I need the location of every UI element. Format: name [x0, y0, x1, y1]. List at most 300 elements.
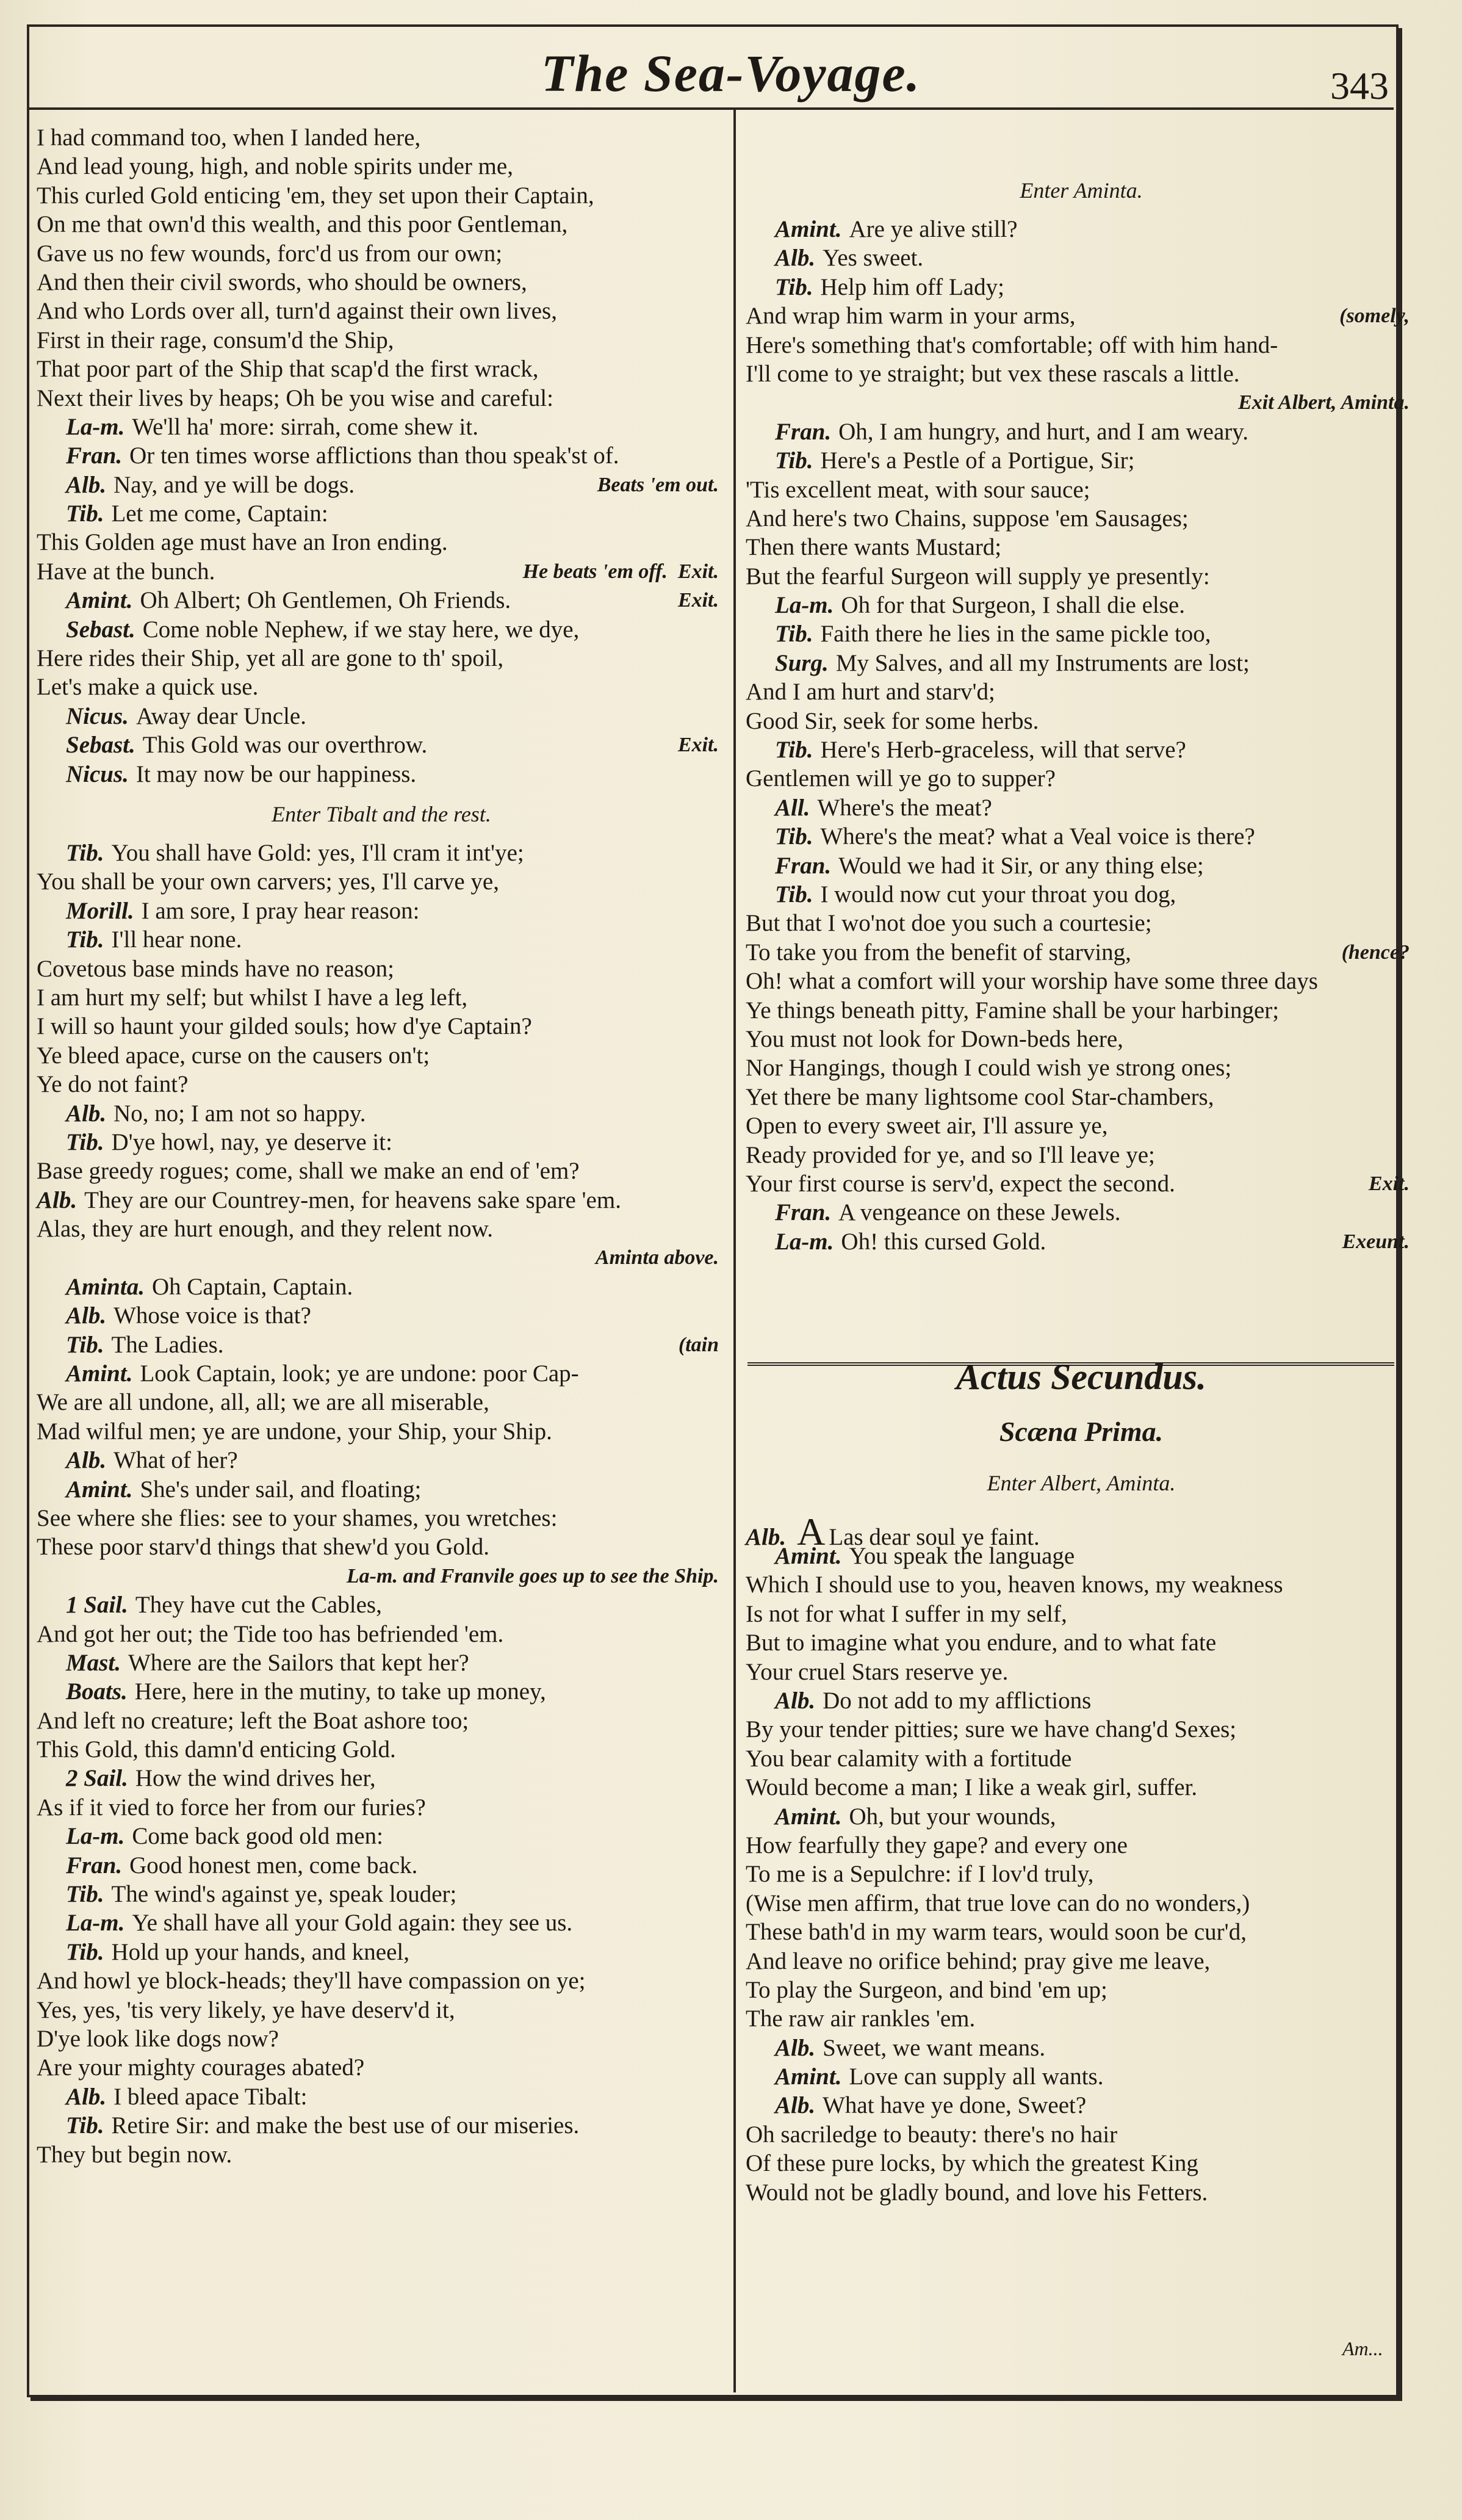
speaker: All.	[775, 794, 810, 821]
line-text: Ready provided for ye, and so I'll leave ye;	[746, 1141, 1155, 1168]
line-text: This Gold was our overthrow.	[142, 732, 428, 759]
text-line	[37, 152, 726, 181]
line-text: The Ladies.	[111, 1331, 224, 1358]
speaker: Fran.	[775, 418, 832, 445]
line-text: Oh, but your wounds,	[849, 1803, 1056, 1830]
act-spacer	[746, 1256, 1417, 1348]
text-line	[746, 1111, 1417, 1140]
speaker: Tib.	[66, 500, 104, 527]
line-text: Then there wants Mustard;	[746, 534, 1002, 561]
line-text: Oh Albert; Oh Gentlemen, Oh Friends.	[140, 587, 511, 614]
line-text: You shall be your own carvers; yes, I'll carve ye,	[37, 868, 499, 895]
text-line	[746, 591, 1417, 619]
line-text: Here, here in the mutiny, to take up money,	[134, 1678, 546, 1705]
line-text: To play the Surgeon, and bind 'em up;	[746, 1976, 1107, 2003]
line-text: Have at the bunch.	[37, 558, 215, 585]
line-text: Mad wilful men; ye are undone, your Ship, your Ship.	[37, 1418, 552, 1445]
text-line	[37, 1012, 726, 1041]
text-line	[37, 955, 726, 983]
speaker: Tib.	[775, 737, 813, 764]
line-text: How fearfully they gape? and every one	[746, 1832, 1128, 1858]
text-line	[37, 1475, 726, 1504]
speaker: Tib.	[66, 926, 104, 953]
speaker: Tib.	[775, 881, 813, 908]
act-lines	[746, 1542, 1417, 2207]
speaker: Tib.	[775, 621, 813, 648]
text-line	[37, 2140, 726, 2169]
text-line	[746, 388, 1417, 417]
line-text: On me that own'd this wealth, and this poor Gentleman,	[37, 211, 568, 238]
text-line	[37, 1938, 726, 1966]
text-line	[746, 331, 1417, 359]
line-text: Ye things beneath pitty, Famine shall be your harbinger;	[746, 997, 1280, 1024]
text-line	[37, 615, 726, 644]
line-text: As if it vied to force her from our furies?	[37, 1794, 426, 1821]
text-line	[746, 1918, 1417, 1946]
text-line	[37, 1273, 726, 1301]
line-text: And leave no orifice behind; pray give me leave,	[746, 1948, 1211, 1974]
line-text: Would not be gladly bound, and love his Fetters.	[746, 2179, 1208, 2206]
text-line	[37, 268, 726, 297]
stage-direction-entry	[746, 1465, 1417, 1501]
text-line	[37, 586, 726, 615]
line-text: I had command too, when I landed here,	[37, 125, 421, 151]
line-text: How the wind drives her,	[135, 1765, 376, 1792]
line-text: Gave us no few wounds, forc'd us from our own;	[37, 240, 503, 267]
line-text: My Salves, and all my Instruments are lost;	[835, 649, 1250, 676]
line-text: Yet there be many lightsome cool Star-chambers,	[746, 1083, 1214, 1110]
text-line	[746, 1025, 1417, 1053]
stage-direction-heading: Enter Tibalt and the rest.	[272, 801, 491, 826]
line-text: Your first course is serv'd, expect the second.	[746, 1170, 1175, 1197]
header-rule	[27, 107, 1394, 110]
text-line	[37, 673, 726, 701]
line-text: Base greedy rogues; come, shall we make an end of 'em?	[37, 1158, 580, 1185]
text-line	[37, 731, 726, 759]
line-text: Faith there he lies in the same pickle too,	[820, 621, 1211, 648]
text-line	[746, 677, 1417, 706]
stage-direction-heading: Enter Aminta.	[1020, 178, 1143, 203]
text-line	[746, 1773, 1417, 1802]
text-line	[746, 1860, 1417, 1888]
speaker: Nicus.	[66, 702, 129, 729]
text-line	[746, 359, 1417, 388]
text-line	[37, 1677, 726, 1706]
line-text: Come back good old men:	[132, 1823, 384, 1850]
text-line	[37, 2053, 726, 2082]
text-line	[37, 1243, 726, 1272]
text-line	[746, 2062, 1417, 2091]
line-text: They have cut the Cables,	[135, 1592, 382, 1619]
text-line	[746, 2120, 1417, 2149]
speaker: Alb.	[775, 1688, 816, 1714]
catchword: Am...	[1342, 2338, 1383, 2359]
line-text: The wind's against ye, speak louder;	[111, 1881, 457, 1908]
text-line	[746, 1600, 1417, 1628]
speaker: Tib.	[66, 839, 104, 866]
line-text: And got her out; the Tide too has befriended 'em.	[37, 1620, 504, 1647]
speaker: La-m.	[775, 592, 834, 619]
speaker: 1 Sail.	[66, 1592, 128, 1619]
text-line	[746, 1053, 1417, 1082]
speaker: Aminta.	[66, 1273, 145, 1300]
line-text: Alas, they are hurt enough, and they relent now.	[37, 1216, 493, 1243]
line-text: And then their civil swords, who should be owners,	[37, 269, 527, 295]
speaker: Amint.	[66, 1360, 133, 1387]
line-text: Let's make a quick use.	[37, 674, 259, 701]
text-line	[37, 1504, 726, 1533]
text-line	[746, 301, 1417, 330]
line-text: I am hurt my self; but whilst I have a leg left,	[37, 984, 468, 1011]
line-text: These poor starv'd things that shew'd you Gold.	[37, 1534, 489, 1561]
text-line	[746, 851, 1417, 880]
speaker: Amint.	[775, 1543, 842, 1570]
line-text: What have ye done, Sweet?	[823, 2092, 1087, 2119]
text-line	[37, 441, 726, 470]
line-text: Here's something that's comfortable; off with him hand-	[746, 331, 1278, 358]
text-line	[37, 1128, 726, 1157]
text-line	[746, 996, 1417, 1025]
line-text: By your tender pitties; sure we have chang'd Sexes;	[746, 1716, 1237, 1743]
text-line	[746, 707, 1417, 735]
entry-text: Enter Albert, Aminta.	[987, 1471, 1176, 1496]
text-line	[37, 528, 726, 557]
text-line	[746, 1686, 1417, 1715]
text-line	[746, 1542, 1417, 1570]
line-text: It may now be our happiness.	[135, 760, 417, 787]
line-text: Is not for what I suffer in my self,	[746, 1600, 1067, 1627]
line-text: I will so haunt your gilded souls; how d'ye Captain?	[37, 1013, 532, 1040]
text-line	[37, 181, 726, 210]
speaker: Fran.	[775, 852, 832, 879]
line-text: Are ye alive still?	[849, 216, 1018, 242]
speaker: Amint.	[775, 216, 842, 242]
line-text: Where's the meat?	[817, 794, 992, 821]
speaker: Tib.	[66, 1331, 104, 1358]
text-line	[746, 2034, 1417, 2062]
page-number: 343	[1330, 64, 1389, 107]
line-text: And left no creature; left the Boat ashore too;	[37, 1707, 469, 1734]
text-line	[746, 1628, 1417, 1657]
speaker: Fran.	[66, 1852, 123, 1879]
line-text: You shall have Gold: yes, I'll cram it int'ye;	[111, 839, 524, 866]
text-line	[746, 417, 1417, 446]
line-text: Are your mighty courages abated?	[37, 2054, 365, 2081]
line-text: See where she flies: see to your shames, you wretches:	[37, 1504, 558, 1531]
text-line	[37, 925, 726, 954]
line-text: Oh! this cursed Gold.	[841, 1228, 1046, 1255]
text-line	[746, 1570, 1417, 1599]
text-line	[37, 1359, 726, 1388]
line-text: 'Tis excellent meat, with sour sauce;	[746, 476, 1090, 503]
line-text: No, no; I am not so happy.	[113, 1100, 366, 1127]
line-text: But to imagine what you endure, and to what fate	[746, 1630, 1217, 1656]
line-text: And lead young, high, and noble spirits under me,	[37, 153, 513, 180]
line-text: Here's Herb-graceless, will that serve?	[820, 737, 1186, 764]
line-text: First in their rage, consum'd the Ship,	[37, 327, 394, 353]
text-line	[37, 1590, 726, 1619]
text-line	[37, 1301, 726, 1330]
text-line	[37, 1070, 726, 1099]
line-text: But that I wo'not doe you such a courtesie;	[746, 910, 1152, 937]
line-text: Nay, and ye will be dogs.	[113, 471, 355, 498]
stage-direction: Exit Albert, Aminta.	[1238, 391, 1410, 414]
line-text: Good honest men, come back.	[129, 1852, 418, 1879]
text-line	[37, 1908, 726, 1937]
speaker: Tib.	[66, 1881, 104, 1908]
text-line	[37, 1822, 726, 1850]
text-line	[746, 273, 1417, 301]
line-text: This curled Gold enticing 'em, they set upon their Captain,	[37, 182, 594, 209]
line-text: They are our Countrey-men, for heavens sake spare 'em.	[84, 1186, 621, 1213]
speaker: Tib.	[66, 2112, 104, 2139]
text-line	[37, 557, 726, 586]
text-line	[37, 123, 726, 152]
line-text: I'll come to ye straight; but vex these rascals a little.	[746, 360, 1240, 387]
speaker: Nicus.	[66, 760, 129, 787]
text-line	[746, 649, 1417, 677]
text-line	[746, 1227, 1417, 1256]
text-line	[746, 1169, 1417, 1198]
line-text: I am sore, I pray hear reason:	[141, 897, 420, 924]
text-line	[746, 475, 1417, 504]
text-line	[746, 967, 1417, 995]
text-line	[746, 2004, 1417, 2033]
line-text: Where's the meat? what a Veal voice is there?	[820, 823, 1255, 850]
line-text: A vengeance on these Jewels.	[838, 1199, 1121, 1226]
line-text: Let me come, Captain:	[111, 500, 328, 527]
speaker: Tib.	[775, 273, 813, 300]
speaker: La-m.	[66, 1823, 125, 1850]
line-text: Or ten times worse afflictions than thou speak'st of.	[129, 442, 619, 469]
scene-title: Scæna Prima.	[999, 1416, 1164, 1448]
stage-direction: Exit.	[677, 734, 719, 757]
speaker: Boats.	[66, 1678, 128, 1705]
speaker: La-m.	[775, 1228, 834, 1255]
line-text: And who Lords over all, turn'd against their own lives,	[37, 298, 557, 325]
stage-direction: Exit.	[677, 589, 719, 612]
line-text: Yes sweet.	[823, 245, 924, 272]
text-line	[37, 297, 726, 325]
text-line	[37, 1186, 726, 1215]
line-text: That poor part of the Ship that scap'd the first wrack,	[37, 356, 539, 383]
line-text: I bleed apace Tibalt:	[113, 2083, 308, 2110]
line-text: You bear calamity with a fortitude	[746, 1745, 1072, 1772]
text-line	[37, 1330, 726, 1359]
line-text: Gentlemen will ye go to supper?	[746, 765, 1056, 792]
text-line	[37, 210, 726, 239]
line-text: (Wise men affirm, that true love can do no wonders,)	[746, 1890, 1250, 1916]
speaker: Alb.	[66, 1302, 107, 1329]
text-line	[37, 983, 726, 1012]
left-column	[37, 123, 726, 2169]
line-text: We'll ha' more: sirrah, come shew it.	[132, 413, 478, 440]
text-line	[37, 1099, 726, 1128]
line-text: Would become a man; I like a weak girl, suffer.	[746, 1774, 1198, 1801]
running-title: The Sea-Voyage.	[541, 44, 921, 103]
text-line	[37, 471, 726, 499]
line-text: Retire Sir: and make the best use of our miseries.	[111, 2112, 580, 2139]
line-text: D'ye look like dogs now?	[37, 2026, 279, 2052]
line-text: Oh! what a comfort will your worship have some three days	[746, 968, 1318, 995]
text-line	[746, 735, 1417, 764]
text-line	[746, 1141, 1417, 1169]
line-text: You speak the language	[849, 1543, 1075, 1570]
text-line	[37, 239, 726, 268]
line-text: And howl ye block-heads; they'll have compassion on ye;	[37, 1968, 586, 1995]
text-line	[746, 1744, 1417, 1773]
speaker: Tib.	[775, 823, 813, 850]
text-line	[37, 1706, 726, 1735]
text-line	[37, 644, 726, 673]
line-text: Away dear Uncle.	[135, 702, 306, 729]
text-line	[37, 1764, 726, 1793]
text-line	[746, 619, 1417, 648]
text-line	[746, 1831, 1417, 1860]
text-line	[746, 764, 1417, 793]
stage-direction: (tain	[678, 1333, 719, 1356]
text-line	[37, 1388, 726, 1417]
line-text: Yes, yes, 'tis very likely, ye have deserv'd it,	[37, 1996, 455, 2023]
text-line	[37, 2111, 726, 2140]
line-text: D'ye howl, nay, ye deserve it:	[111, 1128, 392, 1155]
text-line	[746, 244, 1417, 272]
line-text: Covetous base minds have no reason;	[37, 955, 394, 982]
line-text: Of these pure locks, by which the greatest King	[746, 2150, 1198, 2177]
line-text: Do not add to my afflictions	[823, 1688, 1092, 1714]
line-text: I would now cut your throat you dog,	[820, 881, 1176, 908]
text-line	[37, 2082, 726, 2111]
line-text: This Gold, this damn'd enticing Gold.	[37, 1736, 396, 1763]
text-line	[37, 760, 726, 789]
text-line	[37, 1417, 726, 1446]
speaker: La-m.	[66, 413, 125, 440]
line-text: What of her?	[113, 1447, 238, 1474]
column-divider	[733, 110, 736, 2392]
text-line	[746, 1658, 1417, 1686]
line-text: Look Captain, look; ye are undone: poor Cap-	[140, 1360, 579, 1387]
line-text: Las dear soul ye faint.	[829, 1524, 1040, 1551]
stage-direction: La-m. and Franvile goes up to see the Ship.	[346, 1564, 719, 1587]
right-column-scene	[746, 172, 1417, 1256]
text-line	[746, 562, 1417, 591]
text-line	[37, 1851, 726, 1880]
line-text: Oh, I am hungry, and hurt, and I am weary.	[838, 418, 1248, 445]
text-line	[37, 355, 726, 383]
text-line	[37, 1996, 726, 2024]
text-line	[746, 938, 1417, 967]
text-line	[37, 1157, 726, 1185]
text-line	[37, 1735, 726, 1764]
speaker: Alb.	[775, 2092, 816, 2119]
line-text: Help him off Lady;	[820, 273, 1004, 300]
text-line	[37, 1880, 726, 1908]
line-text: They but begin now.	[37, 2141, 232, 2168]
text-line	[746, 2149, 1417, 2178]
text-line	[37, 1562, 726, 1590]
right-column	[746, 165, 1417, 2207]
text-line	[746, 1889, 1417, 1918]
line-text: Love can supply all wants.	[849, 2063, 1104, 2090]
line-text: These bath'd in my warm tears, would soon be cur'd,	[746, 1919, 1247, 1946]
speaker: Alb.	[775, 2034, 816, 2061]
line-text: Open to every sweet air, I'll assure ye,	[746, 1113, 1108, 1139]
text-line	[746, 504, 1417, 533]
text-line	[746, 1802, 1417, 1831]
line-text: She's under sail, and floating;	[140, 1476, 422, 1503]
text-line	[746, 1715, 1417, 1744]
line-text: I'll hear none.	[111, 926, 242, 953]
speaker: Morill.	[66, 897, 134, 924]
text-line	[37, 897, 726, 925]
line-text: We are all undone, all, all; we are all miserable,	[37, 1389, 489, 1416]
text-line	[37, 499, 726, 528]
line-text: To take you from the benefit of starving,	[746, 939, 1131, 966]
line-text: Would we had it Sir, or any thing else;	[838, 852, 1204, 879]
speaker: Alb.	[66, 1447, 107, 1474]
line-text: To me is a Sepulchre: if I lov'd truly,	[746, 1861, 1094, 1888]
stage-direction: Exit.	[1368, 1172, 1410, 1195]
line-text: Ye shall have all your Gold again: they see us.	[132, 1910, 573, 1937]
text-line	[37, 1041, 726, 1070]
line-text: Nor Hangings, though I could wish ye strong ones;	[746, 1055, 1232, 1081]
text-line	[746, 2178, 1417, 2207]
speaker: Tib.	[66, 1938, 104, 1965]
line-text: Your cruel Stars reserve ye.	[746, 1658, 1009, 1685]
text-line	[746, 1198, 1417, 1227]
text-line	[746, 793, 1417, 822]
speaker: Alb.	[66, 1100, 107, 1127]
speaker: Amint.	[66, 587, 133, 614]
line-text: Next their lives by heaps; Oh be you wise and careful:	[37, 384, 553, 411]
speaker: Sebast.	[66, 732, 135, 759]
line-text: And wrap him warm in your arms,	[746, 303, 1076, 330]
text-line	[37, 1215, 726, 1243]
act-first-line	[746, 1507, 1417, 1554]
text-line	[37, 413, 726, 441]
stage-direction: Exeunt.	[1342, 1230, 1410, 1253]
drop-cap: A	[797, 1510, 826, 1554]
text-line	[37, 1533, 726, 1561]
text-line	[746, 822, 1417, 851]
text-line	[746, 1947, 1417, 1976]
text-line	[37, 2024, 726, 2053]
speaker: Alb.	[66, 471, 107, 498]
line-text: But the fearful Surgeon will supply ye presently:	[746, 563, 1210, 590]
text-line	[37, 702, 726, 731]
speaker: Alb.	[746, 1524, 787, 1551]
line-text: Where are the Sailors that kept her?	[128, 1649, 469, 1676]
line-text: Ye bleed apace, curse on the causers on't;	[37, 1042, 430, 1069]
speaker: Sebast.	[66, 616, 135, 643]
line-text: Oh sacriledge to beauty: there's no hair	[746, 2121, 1118, 2148]
text-line	[37, 839, 726, 867]
text-line	[746, 1976, 1417, 2004]
speaker: Fran.	[66, 442, 123, 469]
text-line	[746, 909, 1417, 937]
line-text: And I am hurt and starv'd;	[746, 679, 995, 706]
speaker: Alb.	[775, 245, 816, 272]
text-line	[746, 533, 1417, 561]
line-text: Whose voice is that?	[113, 1302, 311, 1329]
text-line	[37, 1446, 726, 1475]
line-text: The raw air rankles 'em.	[746, 2006, 976, 2032]
speaker: Tib.	[66, 1128, 104, 1155]
line-text: Here's a Pestle of a Portigue, Sir;	[820, 447, 1135, 474]
speaker: La-m.	[66, 1910, 125, 1937]
text-line	[37, 384, 726, 413]
speaker: 2 Sail.	[66, 1765, 128, 1792]
